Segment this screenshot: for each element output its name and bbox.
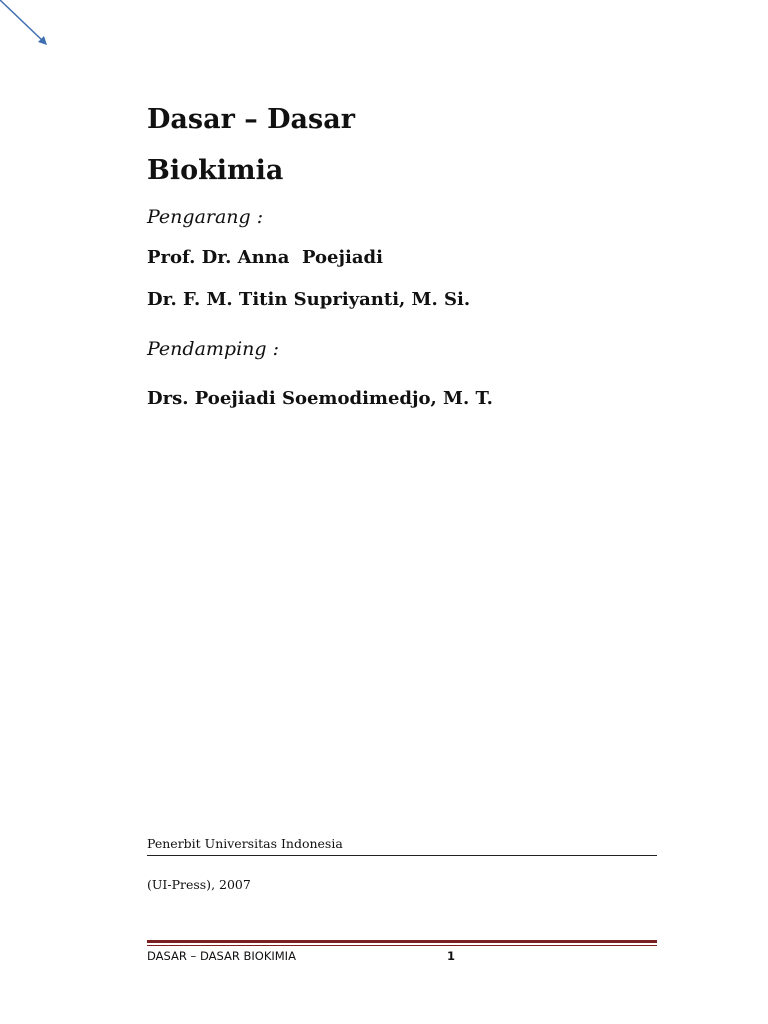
author-label: Pengarang : <box>147 206 264 228</box>
footer-running-title: DASAR – DASAR BIOKIMIA <box>147 949 296 963</box>
title-line-1: Dasar – Dasar <box>147 104 355 135</box>
companion-name: Drs. Poejiadi Soemodimedjo, M. T. <box>147 388 493 409</box>
author-name-2: Dr. F. M. Titin Supriyanti, M. Si. <box>147 289 471 310</box>
companion-label: Pendamping : <box>147 338 279 360</box>
publisher-press-year: (UI-Press), 2007 <box>147 877 251 892</box>
title-line-2: Biokimia <box>147 155 284 186</box>
page-number: 1 <box>447 949 456 963</box>
diagonal-arrow-icon <box>0 0 60 60</box>
author-name-1: Prof. Dr. Anna Poejiadi <box>147 247 383 268</box>
publisher-divider <box>147 855 657 856</box>
footer-rule-thick <box>147 940 657 943</box>
publisher-name: Penerbit Universitas Indonesia <box>147 836 343 851</box>
footer-rule-thin <box>147 945 657 946</box>
